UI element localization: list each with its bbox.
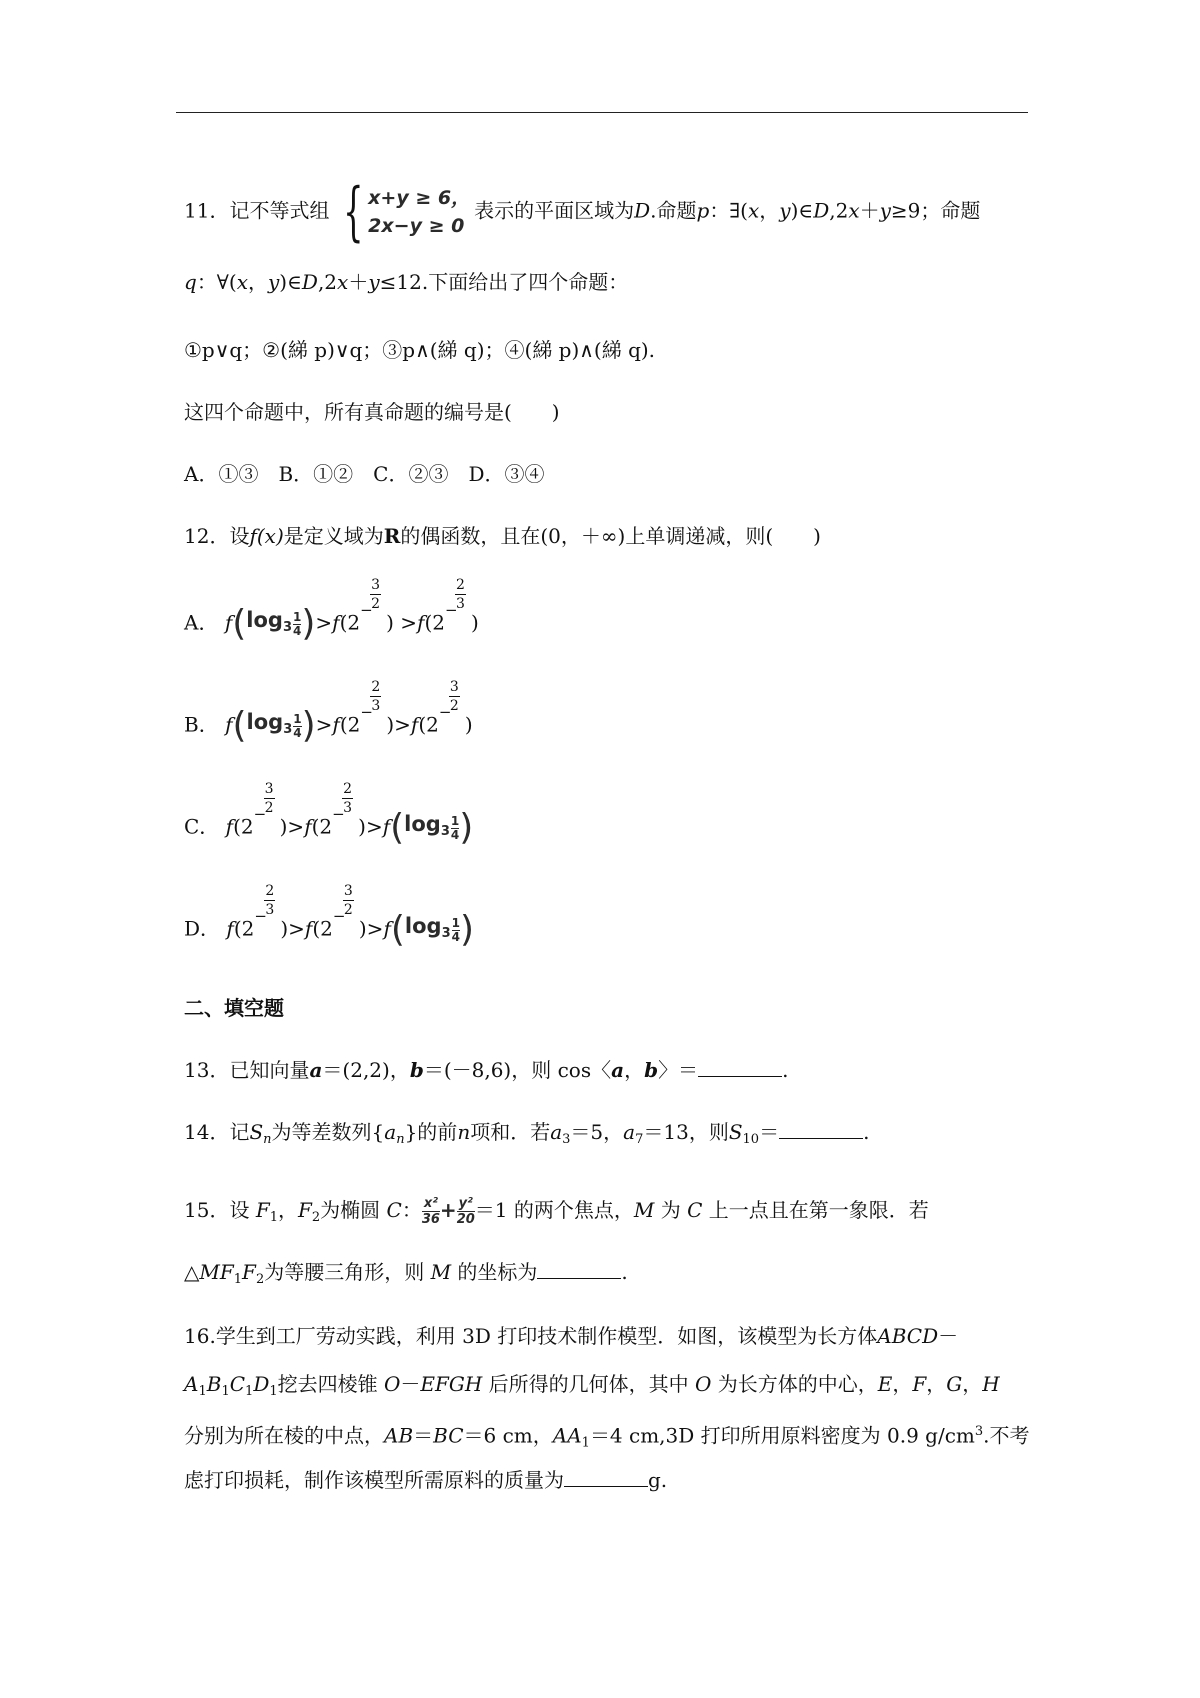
func-f: f: [226, 916, 234, 941]
q16-text: 挖去四棱锥: [277, 1372, 378, 1396]
sub-7: 7: [635, 1132, 644, 1147]
log-expression: [232, 603, 316, 644]
q11-text: 表示的平面区域为: [474, 198, 635, 223]
minus: −: [360, 703, 373, 721]
log-base: 3: [440, 824, 450, 839]
q14-text: }的前: [404, 1120, 458, 1144]
var-q: q: [184, 270, 197, 294]
exponent: [254, 883, 280, 944]
punct: ，: [892, 1372, 913, 1396]
gt: >: [315, 610, 333, 635]
sub-1: 1: [269, 1384, 278, 1399]
var-C: C: [386, 1198, 402, 1222]
paren: ): [459, 807, 474, 848]
var-H: H: [982, 1372, 1000, 1396]
exponent: [438, 679, 465, 740]
sub-1: 1: [198, 1384, 207, 1399]
var-D: D: [634, 198, 651, 223]
q16-text: ＝4 cm,3D 打印所用原料密度为 0.9 g/cm: [589, 1423, 975, 1448]
power-base: (2: [339, 610, 361, 635]
sub-n: n: [263, 1132, 272, 1147]
q11-line1: [184, 175, 981, 249]
gt: >: [366, 916, 384, 941]
log-num: 1: [451, 915, 460, 930]
log-text: log: [246, 608, 283, 632]
answer-blank[interactable]: [698, 1058, 782, 1077]
q12-text: 的偶函数，且在(0，＋∞)上单调递减，则( ): [400, 524, 821, 548]
var-n: n: [457, 1120, 471, 1144]
q16-text: 分别为所在棱的中点，: [184, 1423, 384, 1448]
var-M: M: [199, 1260, 220, 1284]
exp-den: 2: [264, 800, 274, 816]
sub-n: n: [396, 1132, 405, 1147]
punct: ，: [926, 1372, 947, 1396]
gt: >: [287, 814, 305, 839]
power-base: (2: [418, 712, 439, 737]
gt: >: [400, 610, 418, 635]
paren: ): [386, 712, 395, 737]
func-f: f: [304, 916, 313, 941]
sub-1: 1: [221, 1384, 230, 1399]
var-S: S: [249, 1120, 264, 1144]
func-f: f: [225, 814, 234, 839]
inequality-system: { x+y ≥ 6， 2x−y ≥ 0: [343, 175, 471, 249]
unit-g: g.: [648, 1468, 668, 1492]
triangle-symbol: △: [184, 1260, 200, 1284]
paren: ): [358, 814, 366, 839]
q13-text: ＝(2,2)，: [322, 1058, 410, 1082]
ellipse-y-term: [457, 1196, 475, 1227]
q15-line1: [184, 1196, 929, 1232]
log-den: 4: [450, 827, 460, 842]
power-base: (2: [312, 916, 333, 941]
gt: >: [315, 712, 333, 737]
q11-propositions: [184, 336, 655, 364]
func-f: f: [410, 712, 419, 737]
var-F: F: [297, 1198, 312, 1222]
paren: ): [386, 610, 394, 635]
func-fx: f(x): [249, 524, 284, 548]
log-expression: [390, 807, 474, 848]
q11-options: [184, 460, 544, 488]
q11-text: ：∀(: [196, 270, 237, 294]
minus: −: [253, 805, 267, 823]
power-base: (2: [233, 916, 255, 941]
q16-text: 后所得的几何体，其中: [488, 1372, 689, 1396]
log-num: 1: [293, 711, 302, 726]
q15-text: ＝1 的两个焦点，: [474, 1198, 634, 1222]
log-base: 3: [441, 926, 451, 941]
log-expression: [390, 909, 475, 950]
q16-line2: [184, 1370, 1000, 1406]
log-base: 3: [282, 620, 292, 635]
power-base: (2: [233, 814, 254, 839]
var-C: C: [229, 1372, 246, 1396]
var-S: S: [728, 1120, 743, 1144]
exp-den: 2: [449, 698, 459, 714]
q16-line4: [184, 1466, 667, 1494]
q14-text: 记: [229, 1120, 250, 1144]
q11-text: ≤12.下面给出了四个命题：: [379, 270, 629, 294]
var-F: F: [912, 1372, 927, 1396]
q12-option-a: [184, 577, 479, 644]
func-f: f: [332, 610, 340, 635]
frac-num: y²: [458, 1196, 473, 1211]
q11-text: ≥9；命题: [890, 198, 981, 223]
paren: (: [390, 909, 405, 950]
q14-text: 为等差数列{: [271, 1120, 385, 1144]
var-AB: AB: [384, 1423, 414, 1448]
paren: ): [358, 916, 367, 941]
var-p: p: [696, 198, 710, 223]
exponent: [253, 781, 280, 842]
answer-blank[interactable]: [779, 1120, 863, 1139]
q13-text: ＝(－8,6)，则 cos〈: [423, 1058, 612, 1082]
log-text: log: [404, 812, 441, 836]
q13-text: 已知向量: [229, 1058, 310, 1082]
sub-2: 2: [255, 1272, 265, 1287]
question-stem: 这四个命题中，所有真命题的编号是( ): [184, 400, 560, 424]
q12-option-b: [184, 679, 473, 746]
power-base: (2: [311, 814, 333, 839]
question-number: 15．: [184, 1198, 230, 1222]
func-f: f: [304, 814, 312, 839]
log-num: 1: [450, 813, 460, 828]
q14-text: ＝13，则: [643, 1120, 729, 1144]
option-label: D．: [184, 916, 221, 941]
var-F: F: [242, 1260, 256, 1284]
exp-num: 3: [371, 577, 381, 593]
q11-text: ,2: [317, 270, 338, 294]
q11-text: 记不等式组: [229, 198, 330, 223]
answer-blank[interactable]: [564, 1468, 648, 1487]
q14-text: 项和．若: [470, 1120, 551, 1144]
var-D: D: [301, 270, 318, 294]
q11-text: )∈: [790, 198, 814, 223]
q16-text: 为长方体的中心，: [717, 1372, 878, 1396]
q12-option-c: [184, 781, 474, 848]
q12-option-d: [184, 883, 475, 950]
q11-text: ＋: [859, 198, 880, 223]
answer-blank[interactable]: [537, 1260, 621, 1279]
func-f: f: [383, 916, 391, 941]
vec-b: b: [409, 1058, 424, 1082]
question-number: 11．: [184, 198, 230, 223]
var-E: E: [877, 1372, 893, 1396]
gt: >: [365, 814, 383, 839]
var-G: G: [946, 1372, 963, 1396]
q13: [184, 1056, 788, 1084]
punct: ，: [624, 1058, 645, 1082]
set-R: R: [383, 524, 401, 548]
punct: ，: [962, 1372, 983, 1396]
exp-den: 3: [265, 902, 275, 918]
var-y: y: [267, 270, 280, 294]
paren: ): [301, 705, 316, 746]
punct: ：: [401, 1198, 422, 1222]
var-y: y: [368, 270, 380, 294]
sys-row-1: x+y ≥ 6，: [368, 187, 471, 209]
sub-1: 1: [581, 1435, 590, 1451]
q15-text: 为椭圆: [320, 1198, 381, 1222]
equals: ＝: [413, 1423, 434, 1448]
exponent: [444, 577, 471, 638]
var-a: a: [384, 1120, 397, 1144]
var-D: D: [813, 198, 830, 223]
sub-1: 1: [233, 1272, 243, 1287]
header-rule: [176, 112, 1028, 113]
vec-b: b: [644, 1058, 659, 1082]
func-f: f: [382, 814, 391, 839]
paren: ): [459, 909, 475, 950]
paren: ): [301, 603, 316, 644]
exponent: [332, 781, 358, 842]
var-F: F: [219, 1260, 234, 1284]
question-number: 13．: [184, 1058, 230, 1082]
func-f: f: [224, 610, 233, 635]
log-expression: [232, 705, 316, 746]
paren: (: [390, 807, 405, 848]
option-label: C．: [184, 814, 220, 839]
q15-text: 设: [229, 1198, 250, 1222]
var-BC: BC: [433, 1423, 464, 1448]
q11-text: )∈: [279, 270, 302, 294]
log-base: 3: [283, 722, 293, 737]
paren: (: [232, 603, 247, 644]
sub-2: 2: [311, 1210, 321, 1225]
vec-a: a: [611, 1058, 625, 1082]
q14-text: ＝: [759, 1120, 780, 1144]
q11-text: .命题: [650, 198, 697, 223]
var-O: O: [695, 1372, 712, 1396]
minus: −: [332, 805, 345, 823]
var-a: a: [623, 1120, 636, 1144]
question-number: 12．: [184, 524, 230, 548]
paren: ): [470, 610, 479, 635]
punct: ，: [247, 270, 268, 294]
dash: －: [400, 1372, 421, 1396]
q11-line2: [184, 268, 628, 296]
punct: .: [863, 1120, 870, 1144]
func-f: f: [225, 712, 233, 737]
log-text: log: [246, 710, 284, 734]
q16-text: 虑打印损耗，制作该模型所需原料的质量为: [184, 1468, 564, 1492]
frac-den: 36: [421, 1212, 440, 1227]
var-x: x: [747, 198, 760, 223]
var-EFGH: EFGH: [420, 1372, 483, 1396]
exp-den: 3: [343, 800, 353, 816]
exp-den: 3: [371, 698, 381, 714]
var-A: A: [184, 1372, 199, 1396]
q13-text: 〉＝: [658, 1058, 699, 1082]
exp-num: 2: [371, 679, 381, 695]
q15-text: 的坐标为: [457, 1260, 538, 1284]
sup-3: 3: [974, 1424, 984, 1439]
sub-1: 1: [245, 1384, 254, 1399]
q16-line3: [184, 1418, 1030, 1458]
paren: (: [232, 705, 247, 746]
minus: −: [254, 907, 267, 925]
exp-num: 3: [264, 781, 274, 797]
func-f: f: [332, 712, 340, 737]
punct: .: [782, 1058, 789, 1082]
q14-text: ＝5，: [570, 1120, 624, 1144]
exp-num: 2: [455, 577, 465, 593]
q14: [184, 1118, 869, 1154]
question-number: 14．: [184, 1120, 230, 1144]
var-a: a: [550, 1120, 563, 1144]
q16-text: .不考: [983, 1423, 1030, 1448]
exp-den: 2: [343, 902, 353, 918]
dash: －: [938, 1324, 959, 1348]
q12-text: 是定义域为: [283, 524, 384, 548]
option-label: A．: [184, 610, 219, 635]
exponent: [360, 679, 386, 740]
minus: −: [444, 601, 458, 619]
exp-num: 2: [343, 781, 353, 797]
paren: ): [464, 712, 473, 737]
option-label: B．: [184, 712, 219, 737]
q15-text: 为: [660, 1198, 681, 1222]
log-den: 4: [293, 725, 302, 740]
sys-row-2: 2x−y ≥ 0: [368, 215, 465, 237]
section-heading: 二、填空题: [184, 996, 284, 1020]
var-M: M: [633, 1198, 655, 1222]
exponent: [332, 883, 359, 944]
q11-text: ＋: [348, 270, 369, 294]
sub-10: 10: [742, 1132, 760, 1147]
minus: −: [360, 601, 373, 619]
log-text: log: [404, 914, 442, 938]
exp-den: 3: [455, 596, 465, 612]
q15-line2: [184, 1258, 628, 1294]
punct: ，: [277, 1198, 298, 1222]
minus: −: [438, 703, 452, 721]
power-base: (2: [424, 610, 445, 635]
var-B: B: [206, 1372, 222, 1396]
paren: ): [280, 916, 289, 941]
power-base: (2: [339, 712, 361, 737]
exp-num: 3: [343, 883, 353, 899]
exp-den: 2: [371, 596, 381, 612]
vec-a: a: [309, 1058, 323, 1082]
q15-text: 上一点且在第一象限．若: [708, 1198, 929, 1222]
minus: −: [332, 907, 346, 925]
frac-num: x²: [423, 1196, 438, 1211]
question-number: 16.: [184, 1324, 216, 1348]
sub-3: 3: [562, 1132, 571, 1147]
var-C: C: [687, 1198, 703, 1222]
log-num: 1: [292, 609, 302, 624]
ellipse-x-term: [422, 1196, 440, 1227]
var-y: y: [879, 198, 891, 223]
q16-text: ＝6 cm，: [463, 1423, 553, 1448]
var-x: x: [236, 270, 248, 294]
plus: +: [439, 1198, 457, 1222]
var-O: O: [384, 1372, 401, 1396]
paren: ): [279, 814, 288, 839]
gt: >: [394, 712, 411, 737]
punct: .: [621, 1260, 628, 1284]
q15-text: 为等腰三角形，则: [264, 1260, 425, 1284]
q11-stem: [184, 398, 560, 426]
var-x: x: [337, 270, 349, 294]
func-f: f: [417, 610, 425, 635]
answer-options: A．①③ B．①② C．②③ D．③④: [184, 462, 545, 486]
exp-num: 3: [449, 679, 459, 695]
sub-1: 1: [269, 1210, 278, 1225]
var-D: D: [253, 1372, 270, 1396]
q11-text: ,2: [829, 198, 849, 223]
var-M: M: [430, 1260, 452, 1284]
exp-num: 2: [265, 883, 275, 899]
gt: >: [288, 916, 305, 941]
var-y: y: [779, 198, 791, 223]
var-AA: AA: [552, 1423, 582, 1448]
q16-line1: [184, 1322, 958, 1350]
var-F: F: [255, 1198, 270, 1222]
q12-stem: [184, 522, 821, 550]
log-den: 4: [451, 929, 460, 944]
var-ABCD: ABCD: [877, 1324, 939, 1348]
log-den: 4: [292, 623, 302, 638]
q11-text: ：∃(: [709, 198, 748, 223]
propositions-text: ①p∨q；②(綈 p)∨q；③p∧(綈 q)；④(綈 p)∧(綈 q).: [184, 338, 656, 362]
exponent: [360, 577, 386, 638]
q16-text: 学生到工厂劳动实践，利用 3D 打印技术制作模型．如图，该模型为长方体: [215, 1324, 878, 1348]
punct: ，: [759, 198, 780, 223]
q12-text: 设: [229, 524, 250, 548]
var-x: x: [848, 198, 860, 223]
frac-den: 20: [456, 1212, 475, 1227]
